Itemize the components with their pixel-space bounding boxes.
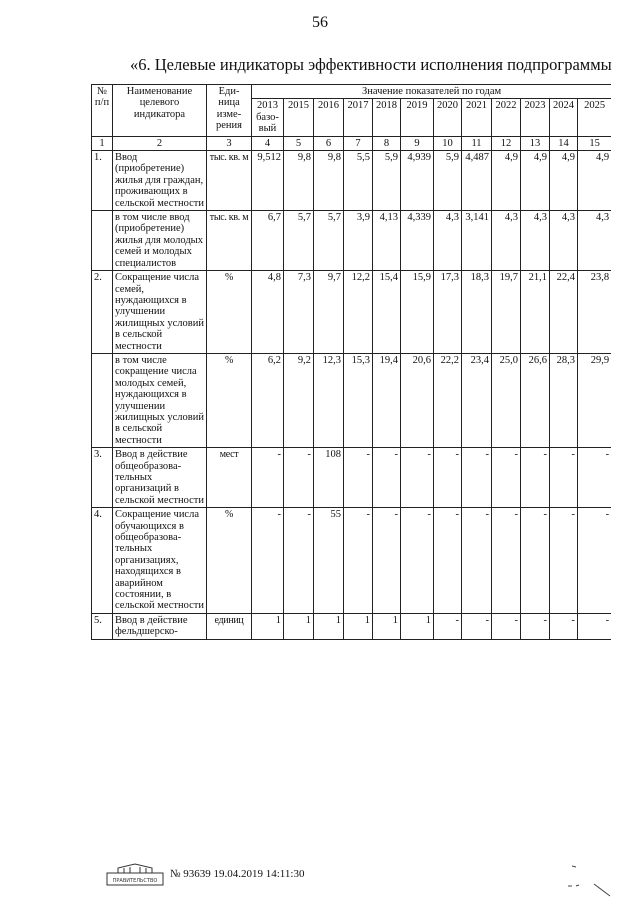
header-row-1 bbox=[92, 85, 612, 99]
row-number bbox=[92, 211, 113, 271]
value-cell: 20,6 bbox=[401, 353, 434, 447]
header-years-title: Значение показателей по годам bbox=[252, 85, 612, 99]
column-number: 9 bbox=[401, 136, 434, 150]
value-cell: 21,1 bbox=[521, 271, 550, 354]
table-row bbox=[92, 211, 612, 271]
value-cell: - bbox=[550, 613, 578, 639]
value-cell: - bbox=[492, 508, 521, 614]
value-cell: 12,3 bbox=[314, 353, 344, 447]
value-cell: 4,9 bbox=[521, 151, 550, 211]
value-cell: 6,2 bbox=[252, 353, 284, 447]
table-row bbox=[92, 448, 612, 508]
value-cell: 5,7 bbox=[314, 211, 344, 271]
scan-marks-icon bbox=[566, 862, 616, 898]
document-registration-info: № 93639 19.04.2019 14:11:30 bbox=[170, 868, 305, 880]
value-cell: 9,7 bbox=[314, 271, 344, 354]
header-year: 2023 bbox=[521, 99, 550, 136]
section-title: «6. Целевые индикаторы эффективности исполнения подпрограммы bbox=[130, 55, 612, 74]
unit-cell: мест bbox=[207, 448, 252, 508]
unit-cell: тыс. кв. м bbox=[207, 151, 252, 211]
column-number: 12 bbox=[492, 136, 521, 150]
table-row bbox=[92, 353, 612, 447]
value-cell: 5,5 bbox=[344, 151, 373, 211]
value-cell: 22,4 bbox=[550, 271, 578, 354]
page-number: 56 bbox=[312, 14, 328, 31]
header-year: 2022 bbox=[492, 99, 521, 136]
government-stamp-icon bbox=[106, 862, 164, 886]
value-cell: 4,9 bbox=[492, 151, 521, 211]
value-cell: - bbox=[492, 448, 521, 508]
value-cell: - bbox=[578, 613, 612, 639]
header-year: 2016 bbox=[314, 99, 344, 136]
header-year: 2025 bbox=[578, 99, 612, 136]
value-cell: 28,3 bbox=[550, 353, 578, 447]
value-cell: - bbox=[373, 508, 401, 614]
value-cell: - bbox=[401, 508, 434, 614]
value-cell: 19,7 bbox=[492, 271, 521, 354]
indicators-table bbox=[91, 84, 611, 640]
value-cell: 5,7 bbox=[284, 211, 314, 271]
value-cell: 4,13 bbox=[373, 211, 401, 271]
value-cell: - bbox=[373, 448, 401, 508]
value-cell: - bbox=[521, 613, 550, 639]
value-cell: 4,339 bbox=[401, 211, 434, 271]
value-cell: - bbox=[434, 508, 462, 614]
column-number: 6 bbox=[314, 136, 344, 150]
table-row bbox=[92, 151, 612, 211]
indicator-name: Сокращение числа семей, нуждающихся в улучшении жилищных условий в сельской местности bbox=[113, 271, 207, 354]
value-cell: - bbox=[462, 448, 492, 508]
column-number: 5 bbox=[284, 136, 314, 150]
value-cell: - bbox=[462, 508, 492, 614]
indicator-name: в том числе ввод (приобретение) жилья для молодых семей и молодых специалистов bbox=[113, 211, 207, 271]
header-year: 2021 bbox=[462, 99, 492, 136]
svg-text:ПРАВИТЕЛЬСТВО: ПРАВИТЕЛЬСТВО bbox=[112, 878, 158, 884]
table-row bbox=[92, 613, 612, 639]
value-cell: - bbox=[401, 448, 434, 508]
value-cell: 1 bbox=[314, 613, 344, 639]
unit-cell: % bbox=[207, 353, 252, 447]
value-cell: 1 bbox=[373, 613, 401, 639]
column-number: 1 bbox=[92, 136, 113, 150]
header-unit: Еди-ница изме-рения bbox=[207, 85, 252, 137]
value-cell: 26,6 bbox=[521, 353, 550, 447]
column-number: 2 bbox=[113, 136, 207, 150]
value-cell: - bbox=[462, 613, 492, 639]
value-cell: 15,9 bbox=[401, 271, 434, 354]
unit-cell: единиц bbox=[207, 613, 252, 639]
value-cell: - bbox=[252, 448, 284, 508]
value-cell: 9,8 bbox=[284, 151, 314, 211]
value-cell: 1 bbox=[344, 613, 373, 639]
unit-cell: % bbox=[207, 508, 252, 614]
indicator-name: Сокращение числа обучающихся в общеобразова-тельных организациях, находящихся в аварийном состоянии, в сельской местности bbox=[113, 508, 207, 614]
indicators-table-wrapper bbox=[91, 84, 611, 836]
column-number: 7 bbox=[344, 136, 373, 150]
value-cell: - bbox=[550, 508, 578, 614]
value-cell: 23,4 bbox=[462, 353, 492, 447]
value-cell: - bbox=[434, 613, 462, 639]
value-cell: 9,2 bbox=[284, 353, 314, 447]
row-number bbox=[92, 353, 113, 447]
value-cell: 4,3 bbox=[434, 211, 462, 271]
value-cell: 4,9 bbox=[550, 151, 578, 211]
header-year: 2015 bbox=[284, 99, 314, 136]
header-year: 2019 bbox=[401, 99, 434, 136]
value-cell: - bbox=[578, 448, 612, 508]
value-cell: 4,3 bbox=[521, 211, 550, 271]
value-cell: 6,7 bbox=[252, 211, 284, 271]
value-cell: 15,3 bbox=[344, 353, 373, 447]
value-cell: 22,2 bbox=[434, 353, 462, 447]
value-cell: 12,2 bbox=[344, 271, 373, 354]
value-cell: 18,3 bbox=[462, 271, 492, 354]
header-year: 2017 bbox=[344, 99, 373, 136]
value-cell: - bbox=[550, 448, 578, 508]
row-number: 1. bbox=[92, 151, 113, 211]
value-cell: - bbox=[252, 508, 284, 614]
value-cell: 4,9 bbox=[578, 151, 612, 211]
value-cell: 55 bbox=[314, 508, 344, 614]
indicator-name: в том числе сокращение числа молодых семей, нуждающихся в улучшении жилищных условий в сельской местности bbox=[113, 353, 207, 447]
value-cell: 4,8 bbox=[252, 271, 284, 354]
table-body bbox=[92, 151, 612, 640]
row-number: 5. bbox=[92, 613, 113, 639]
header-year: 2020 bbox=[434, 99, 462, 136]
value-cell: 4,3 bbox=[550, 211, 578, 271]
table-row bbox=[92, 271, 612, 354]
table-row bbox=[92, 508, 612, 614]
value-cell: 15,4 bbox=[373, 271, 401, 354]
header-year: 2024 bbox=[550, 99, 578, 136]
header-year: 2013 базо-вый bbox=[252, 99, 284, 136]
row-number: 4. bbox=[92, 508, 113, 614]
value-cell: 4,487 bbox=[462, 151, 492, 211]
value-cell: 9,8 bbox=[314, 151, 344, 211]
value-cell: 5,9 bbox=[434, 151, 462, 211]
value-cell: - bbox=[521, 508, 550, 614]
value-cell: 1 bbox=[401, 613, 434, 639]
column-number: 11 bbox=[462, 136, 492, 150]
value-cell: 25,0 bbox=[492, 353, 521, 447]
value-cell: 3,9 bbox=[344, 211, 373, 271]
value-cell: 4,3 bbox=[492, 211, 521, 271]
column-number: 4 bbox=[252, 136, 284, 150]
column-number: 3 bbox=[207, 136, 252, 150]
column-number: 10 bbox=[434, 136, 462, 150]
column-number: 13 bbox=[521, 136, 550, 150]
value-cell: - bbox=[492, 613, 521, 639]
unit-cell: % bbox=[207, 271, 252, 354]
indicator-name: Ввод (приобретение) жилья для граждан, проживающих в сельской местности bbox=[113, 151, 207, 211]
value-cell: 108 bbox=[314, 448, 344, 508]
value-cell: 7,3 bbox=[284, 271, 314, 354]
value-cell: 19,4 bbox=[373, 353, 401, 447]
value-cell: - bbox=[284, 448, 314, 508]
value-cell: 4,939 bbox=[401, 151, 434, 211]
unit-cell: тыс. кв. м bbox=[207, 211, 252, 271]
header-name: Наименование целевого индикатора bbox=[113, 85, 207, 137]
indicator-name: Ввод в действие общеобразова-тельных организаций в сельской местности bbox=[113, 448, 207, 508]
row-number: 2. bbox=[92, 271, 113, 354]
footer bbox=[106, 862, 406, 886]
column-number: 8 bbox=[373, 136, 401, 150]
column-number-row bbox=[92, 136, 612, 150]
value-cell: - bbox=[521, 448, 550, 508]
value-cell: 17,3 bbox=[434, 271, 462, 354]
value-cell: - bbox=[578, 508, 612, 614]
value-cell: 23,8 bbox=[578, 271, 612, 354]
value-cell: 4,3 bbox=[578, 211, 612, 271]
header-num: № п/п bbox=[92, 85, 113, 137]
column-number: 15 bbox=[578, 136, 612, 150]
value-cell: 5,9 bbox=[373, 151, 401, 211]
column-number: 14 bbox=[550, 136, 578, 150]
row-number: 3. bbox=[92, 448, 113, 508]
value-cell: 9,512 bbox=[252, 151, 284, 211]
value-cell: 1 bbox=[252, 613, 284, 639]
value-cell: 1 bbox=[284, 613, 314, 639]
header-year: 2018 bbox=[373, 99, 401, 136]
value-cell: - bbox=[344, 448, 373, 508]
value-cell: 29,9 bbox=[578, 353, 612, 447]
value-cell: - bbox=[434, 448, 462, 508]
indicator-name: Ввод в действие фельдшерско- bbox=[113, 613, 207, 639]
value-cell: - bbox=[344, 508, 373, 614]
value-cell: - bbox=[284, 508, 314, 614]
value-cell: 3,141 bbox=[462, 211, 492, 271]
